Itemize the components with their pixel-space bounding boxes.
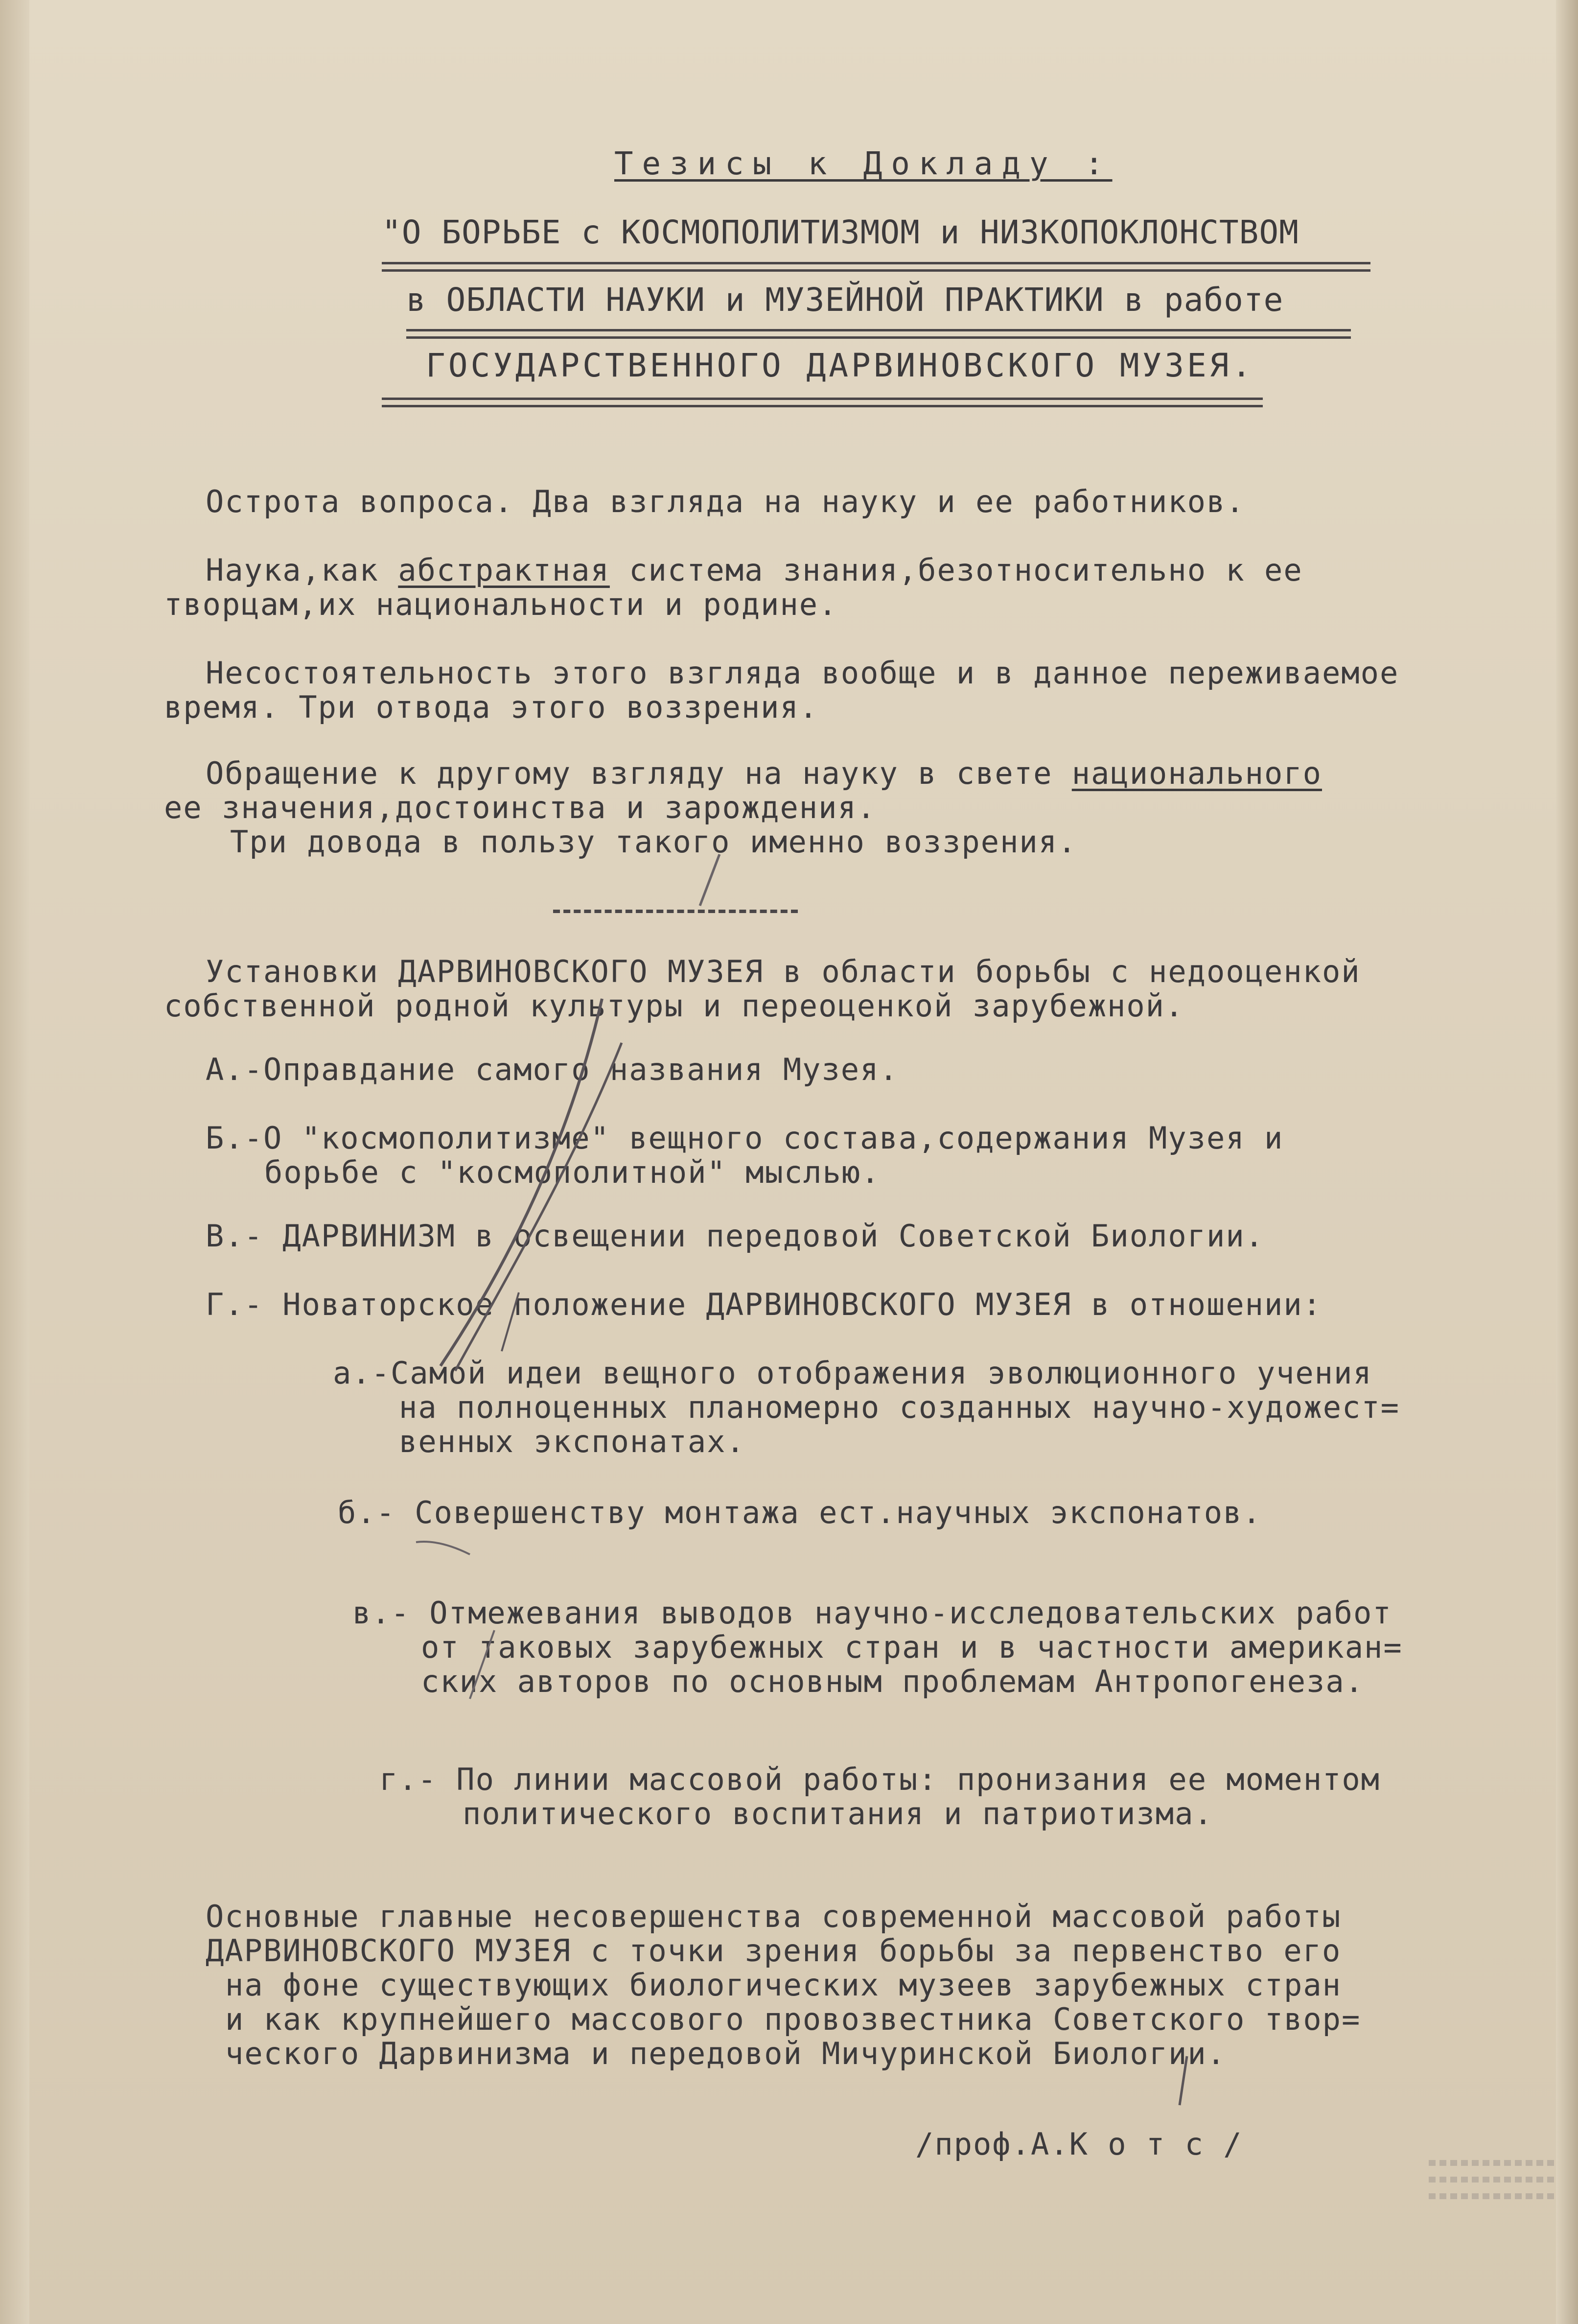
document-title: Тезисы к Докладу : (614, 146, 1113, 182)
subitem-a-line-2: на полноценных планомерно созданных научно-художест= (399, 1389, 1400, 1425)
subitem-b: б.- Совершенству монтажа ест.научных экспонатов. (338, 1495, 1262, 1530)
subitem-g-line-1: г.- По линии массовой работы: пронизания ее моментом (379, 1761, 1381, 1797)
item-b-line-2: борьбе с "космополитной" мыслью. (264, 1154, 881, 1190)
intro-paragraph-2-line-2: творцам,их национальности и родине. (164, 587, 838, 622)
signature: /проф.А.К о т с / (915, 2126, 1243, 2162)
subitem-g-line-2: политического воспитания и патриотизма. (463, 1796, 1213, 1831)
pencil-stroke (700, 854, 719, 906)
underlined-word-national: национального (1071, 755, 1322, 791)
intro-paragraph-4-line-3: Три довода в пользу такого именно воззрения. (230, 824, 1077, 860)
closing-line-2: ДАРВИНОВСКОГО МУЗЕЯ с точки зрения борьбы за первенство его (206, 1933, 1342, 1969)
pencil-stroke (1180, 2056, 1187, 2105)
pencil-stroke (502, 1292, 519, 1351)
pencil-stroke (455, 1043, 622, 1371)
intro-paragraph-3-line-1: Несостоятельность этого взгляда вообще и в данное переживаемое (206, 655, 1399, 691)
heading-line-3: ГОСУДАРСТВЕННОГО ДАРВИНОВСКОГО МУЗЕЯ. (426, 347, 1254, 384)
pencil-stroke (470, 1630, 494, 1699)
heading-line-1: "О БОРЬБЕ с КОСМОПОЛИТИЗМОМ и НИЗКОПОКЛОНСТВОМ (382, 213, 1299, 251)
closing-line-3: на фоне существующих биологических музеев зарубежных стран (225, 1967, 1342, 2003)
item-v: В.- ДАРВИНИЗМ в освещении передовой Советской Биологии. (206, 1218, 1264, 1254)
intro-paragraph-4-line-2: ее значения,достоинства и зарождения. (164, 790, 877, 825)
underlined-word-abstract: абстрактная (398, 552, 610, 588)
subitem-v-line-1: в.- Отмежевания выводов научно-исследовательских работ (352, 1595, 1392, 1631)
section2-intro-line-1: Установки ДАРВИНОВСКОГО МУЗЕЯ в области борьбы с недооценкой (206, 954, 1361, 989)
intro-paragraph-3-line-2: время. Три отвода этого воззрения. (164, 689, 819, 725)
subitem-a-line-1: а.-Самой идеи вещного отображения эволюционного учения (333, 1355, 1372, 1391)
closing-line-5: ческого Дарвинизма и передовой Мичуринской Биологии. (225, 2036, 1227, 2071)
closing-line-4: и как крупнейшего массового провозвестника Советского твор= (225, 2001, 1361, 2037)
pencil-stroke (416, 1542, 470, 1554)
item-b-line-1: Б.-О "космополитизме" вещного состава,содержания Музея и (206, 1120, 1284, 1156)
pencil-stroke (441, 999, 602, 1366)
subitem-v-line-2: от таковых зарубежных стран и в частности американ= (421, 1629, 1403, 1665)
item-g: Г.- Новаторское положение ДАРВИНОВСКОГО МУЗЕЯ в отношении: (206, 1287, 1322, 1322)
section2-intro-line-2: собственной родной культуры и переоценкой зарубежной. (164, 988, 1184, 1024)
intro-paragraph-4-line-1: Обращение к другому взгляду на науку в свете национального (206, 755, 1322, 791)
closing-line-1: Основные главные несовершенства современной массовой работы (206, 1899, 1342, 1934)
subitem-v-line-3: ских авторов по основным проблемам Антропогенеза. (421, 1664, 1365, 1699)
subitem-a-line-3: венных экспонатах. (399, 1424, 745, 1459)
item-a: А.-Оправдание самого названия Музея. (206, 1052, 899, 1087)
intro-paragraph-1: Острота вопроса. Два взгляда на науку и ее работников. (206, 484, 1245, 519)
intro-paragraph-2-line-1: Наука,как абстрактная система знания,безотносительно к ее (206, 552, 1303, 588)
faint-stamp (1429, 2149, 1556, 2203)
heading-line-2: в ОБЛАСТИ НАУКИ и МУЗЕЙНОЙ ПРАКТИКИ в работе (406, 281, 1284, 319)
